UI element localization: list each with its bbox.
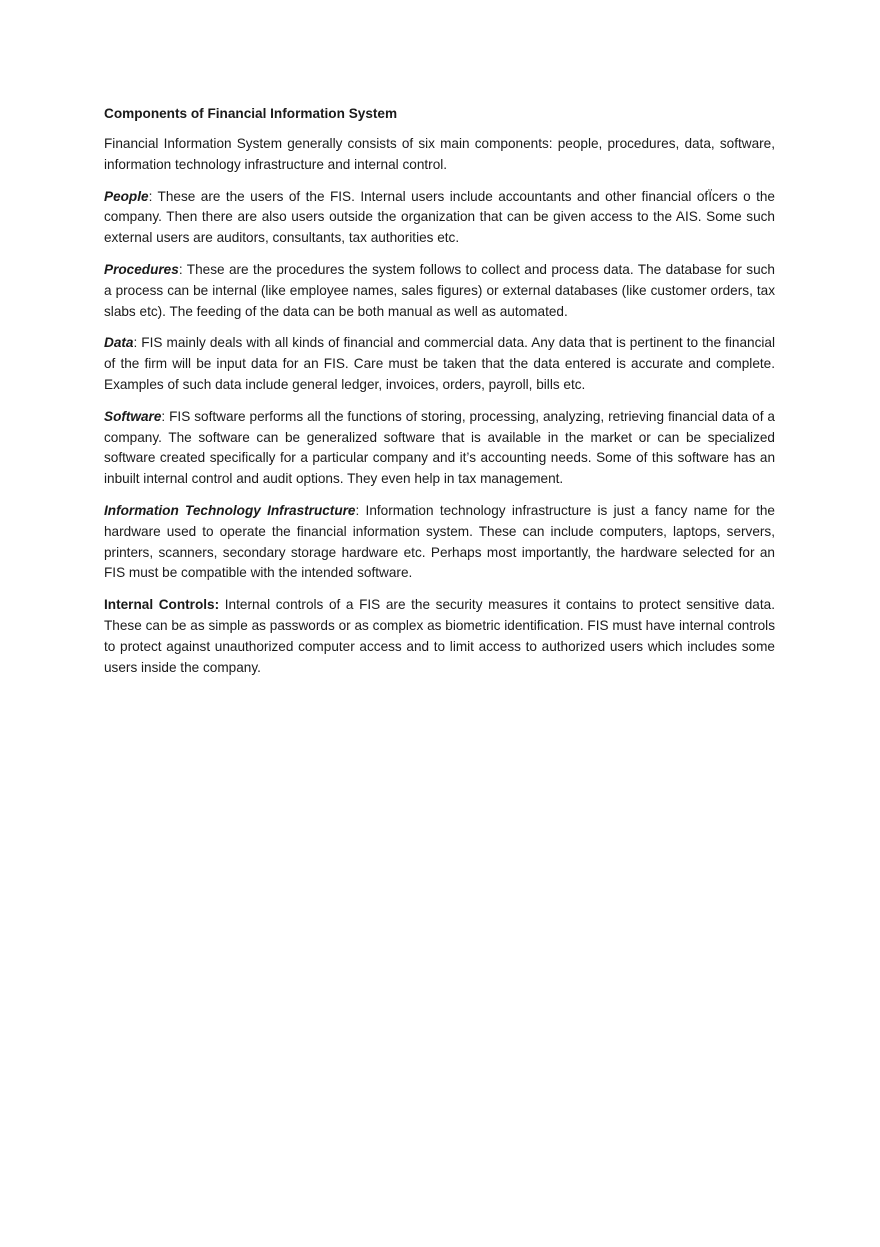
document-body: [104, 104, 775, 689]
intro-paragraph: Financial Information System generally consists of six main components: people, procedures, data, software, information technology infrastructure and internal control.: [104, 136, 775, 172]
term-separator: :: [161, 408, 166, 424]
term-software: Software: [104, 408, 162, 424]
term-it-infrastructure: Information Technology Infrastructure: [104, 502, 356, 518]
term-separator: :: [133, 335, 138, 351]
section-procedures: [104, 260, 775, 322]
section-text: Information technology infrastructure is just a fancy name for the hardware used to operate the financial information system. These can include computers, laptops, servers, printers, scanners, secondary storage hardware etc. Perhaps most importantly, the hardware selected for an FIS must be compatible with the intended software.: [104, 502, 775, 581]
term-separator: :: [178, 261, 183, 277]
term-internal-controls: Internal Controls:: [104, 597, 220, 613]
section-text: These are the procedures the system follows to collect and process data. The database for such a process can be internal (like employee names, sales figures) or external databases (like customer orders, tax slabs etc). The feeding of the data can be both manual as well as automated.: [104, 261, 775, 319]
term-data: Data: [104, 335, 134, 351]
section-text: FIS mainly deals with all kinds of financial and commercial data. Any data that is pertinent to the financial of the firm will be input data for an FIS. Care must be taken that the data entered is accurate and complete. Examples of such data include general ledger, invoices, orders, payroll, bills etc.: [104, 335, 775, 392]
section-text: These are the users of the FIS. Internal users include accountants and other financial ofÏcers o the company. Then there are also users outside the organization that can be given access to the AIS. Some such external users are auditors, consultants, tax authorities etc.: [104, 188, 775, 246]
section-people: [104, 187, 775, 249]
section-text: Internal controls of a FIS are the security measures it contains to protect sensitive data. These can be as simple as passwords or as complex as biometric identification. FIS must have internal controls to protect against unauthorized computer access and to limit access to authorized users which includes some users inside the company.: [104, 597, 775, 675]
document-title: Components of Financial Information System: [104, 106, 398, 121]
section-text: FIS software performs all the functions of storing, processing, analyzing, retrieving financial data of a company. The software can be generalized software that is available in the market or can be specialized software created specifically for a particular company and it’s accounting needs. Some of this software has an inbuilt internal control and audit options. They even help in tax management.: [104, 408, 775, 487]
section-data: [104, 333, 775, 395]
term-separator: :: [355, 502, 360, 518]
term-procedures: Procedures: [104, 261, 179, 277]
section-software: [104, 407, 775, 490]
term-separator: :: [148, 188, 153, 204]
section-internal-controls: [104, 595, 775, 678]
section-it-infrastructure: [104, 501, 775, 584]
term-people: People: [104, 188, 149, 204]
